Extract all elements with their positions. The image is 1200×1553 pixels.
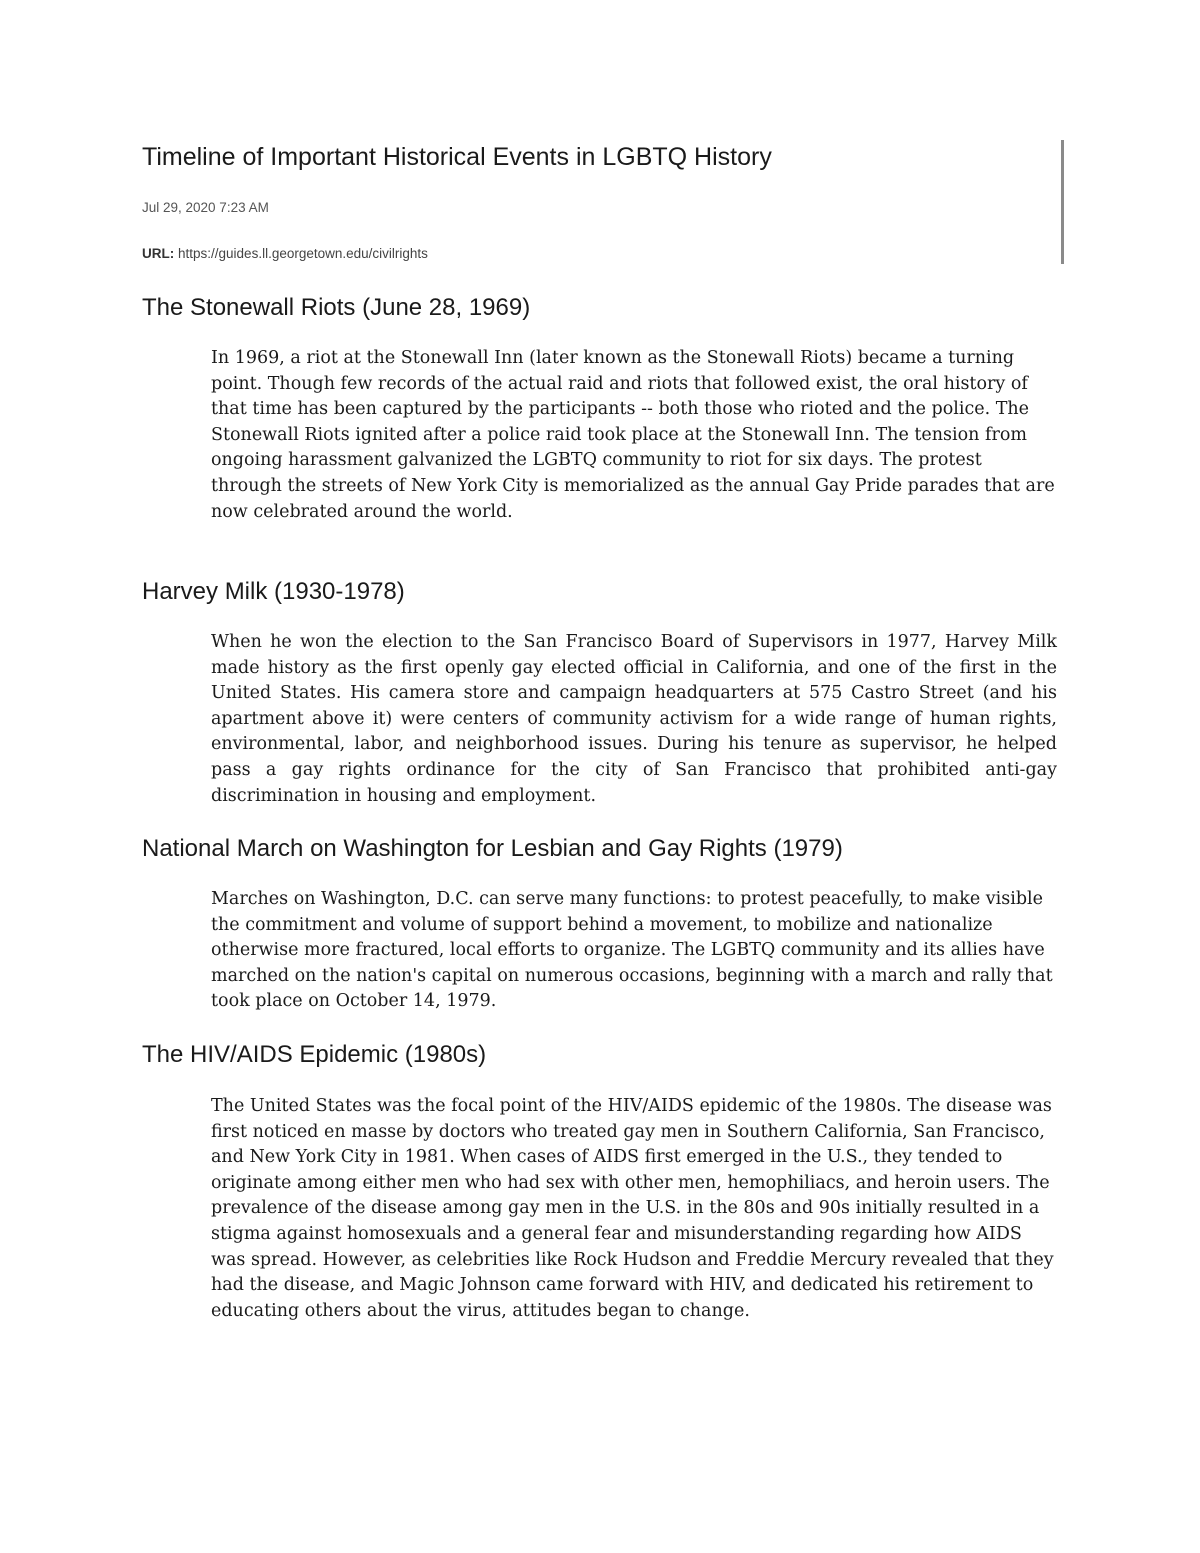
section-heading-national-march: National March on Washington for Lesbian and Gay Rights (1979): [142, 835, 843, 862]
document-url-line: [142, 246, 428, 261]
section-body-stonewall: In 1969, a riot at the Stonewall Inn (later known as the Stonewall Riots) became a turning point. Though few records of the actual raid and riots that followed exist, the oral history of that time has been captured by the participants -- both those who rioted and the police. The Stonewall Riots ignited after a police raid took place at the Stonewall Inn. The tension from ongoing harassment galvanized the LGBTQ community to riot for six days. The protest through the streets of New York City is memorialized as the annual Gay Pride parades that are now celebrated around the world.: [211, 348, 1055, 522]
section-heading-hiv-aids: The HIV/AIDS Epidemic (1980s): [142, 1041, 487, 1068]
document-title: Timeline of Important Historical Events in LGBTQ History: [142, 143, 772, 171]
url-link[interactable]: https://guides.ll.georgetown.edu/civilrights: [178, 246, 428, 261]
section-heading-stonewall: The Stonewall Riots (June 28, 1969): [142, 294, 531, 321]
section-body-hiv-aids: The United States was the focal point of the HIV/AIDS epidemic of the 1980s. The disease was first noticed en masse by doctors who treated gay men in Southern California, San Francisco, and New York City in 1981. When cases of AIDS first emerged in the U.S., they tended to originate among either men who had sex with other men, hemophiliacs, and heroin users. The prevalence of the disease among gay men in the U.S. in the 80s and 90s initially resulted in a stigma against homosexuals and a general fear and misunderstanding regarding how AIDS was spread. However, as celebrities like Rock Hudson and Freddie Mercury revealed that they had the disease, and Magic Johnson came forward with HIV, and dedicated his retirement to educating others about the virus, attitudes began to change.: [211, 1096, 1054, 1321]
document-date: Jul 29, 2020 7:23 AM: [142, 200, 269, 215]
side-rule: [1061, 140, 1064, 264]
section-body-national-march: Marches on Washington, D.C. can serve many functions: to protest peacefully, to make visible the commitment and volume of support behind a movement, to mobilize and nationalize otherwise more fractured, local efforts to organize. The LGBTQ community and its allies have marched on the nation's capital on numerous occasions, beginning with a march and rally that took place on October 14, 1979.: [211, 889, 1053, 1012]
section-body-harvey-milk: When he won the election to the San Francisco Board of Supervisors in 1977, Harvey Milk made history as the first openly gay elected official in California, and one of the first in the United States. His camera store and campaign headquarters at 575 Castro Street (and his apartment above it) were centers of community activism for a wide range of human rights, environmental, labor, and neighborhood issues. During his tenure as supervisor, he helped pass a gay rights ordinance for the city of San Francisco that prohibited anti-gay discrimination in housing and employment.: [211, 632, 1057, 806]
section-heading-harvey-milk: Harvey Milk (1930-1978): [142, 578, 405, 605]
url-label: URL:: [142, 246, 175, 261]
